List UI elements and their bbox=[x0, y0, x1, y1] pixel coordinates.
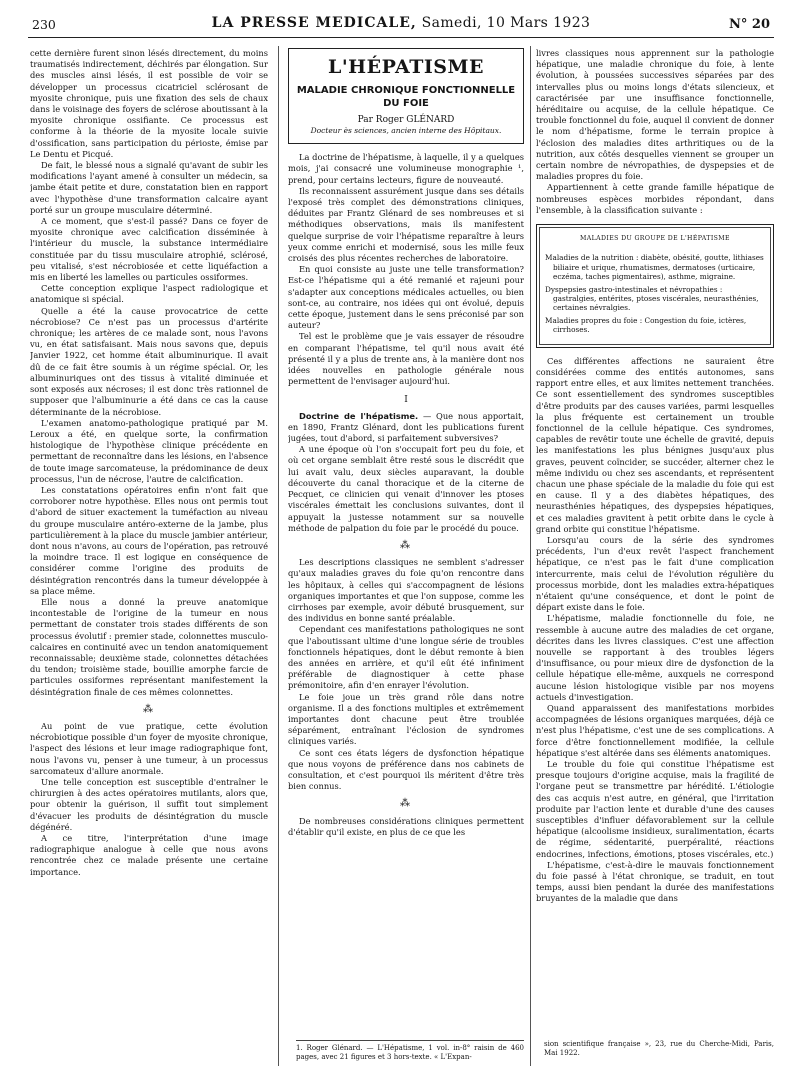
paragraph: Une telle conception est susceptible d'entraîner le chirurgien à des actes opératoires mutilants, alors que, pour obtenir la guérison, il suffit tout simplement d'évacuer les produits de désintégration du muscle dégénéré. bbox=[30, 777, 268, 832]
section-number: I bbox=[404, 395, 408, 406]
paragraph: L'hépatisme, maladie fonctionnelle du foie, ne ressemble à aucune autre des maladies de cet organe, décrites dans les livres classiques. C'est une affection nouvelle se rapportant à des troubles légers d'insuffisance, ou pour mieux dire de dysfonction de la cellule hépatique elle-même, auxquels ne correspond aucune lésion histologique visible par nos moyens actuels d'investigation. bbox=[536, 613, 774, 702]
section-separator: ⁂ bbox=[400, 798, 412, 810]
paragraph: Cette conception explique l'aspect radiologique et anatomique si spécial. bbox=[30, 283, 268, 305]
section-separator: ⁂ bbox=[400, 539, 412, 551]
paragraph: A ce titre, l'interprétation d'une image radiographique analogue à celle que nous avons rencontrée chez ce malade présente une certaine importance. bbox=[30, 833, 268, 877]
paragraph: Au point de vue pratique, cette évolution nécrobiotique possible d'un foyer de myosite chronique, l'aspect des lésions et leur image radiographique font, nous l'avons vu, penser à une tumeur, à un processus sarcomateux d'allure anormale. bbox=[30, 720, 268, 776]
paragraph: Cependant ces manifestations pathologiques ne sont que l'aboutissant ultime d'une longue série de troubles fonctionnels hépatiques, dont le début remonte à bien des années en arrière, et qu'il eût été infiniment préférable de diagnostiquer à cette phase prémonitoire, afin d'en enrayer l'évolution. bbox=[288, 624, 524, 691]
column-divider bbox=[530, 46, 531, 1066]
paragraph: Les descriptions classiques ne semblent s'adresser qu'aux maladies graves du foie qu'on rencontre dans les hôpitaux, à celles qui s'accompagnent de lésions organiques importantes et que l'on suppose, comme les cirrhoses par exemple, avoir débuté brusquement, sur des individus en bonne santé préalable. bbox=[288, 557, 524, 624]
table-row: Maladies propres du foie : Congestion du foie, ictères, cirrhoses. bbox=[545, 315, 747, 335]
footnote-continued: sion scientifique française », 23, rue du Cherche-Midi, Paris, Mai 1922. bbox=[544, 1040, 774, 1057]
section-heading: Doctrine de l'hépatisme. bbox=[299, 410, 419, 421]
paragraph: Tel est le problème que je vais essayer de résoudre en comparant l'hépatisme, tel qu'il nous avait été présenté il y a plus de trente ans, à la manière dont nos idées nouvelles en pathologie générale nous permettent de l'envisager aujourd'hui. bbox=[288, 331, 524, 387]
column-left bbox=[30, 48, 268, 1058]
page-number: 230 bbox=[32, 17, 56, 32]
journal-name: LA PRESSE MEDICALE, bbox=[211, 15, 417, 31]
column-middle bbox=[288, 48, 524, 1058]
paragraph: Le foie joue un très grand rôle dans notre organisme. Il a des fonctions multiples et extrêmement importantes dont chacune peut être troublée séparément, entraînant l'éclosion de syndromes cliniques variés. bbox=[288, 691, 524, 747]
paragraph bbox=[288, 411, 524, 445]
table-title: MALADIES DU GROUPE DE L'HÉPATISME bbox=[580, 235, 730, 243]
section-separator: ⁂ bbox=[143, 703, 155, 715]
article-title: L'HÉPATISME bbox=[328, 56, 484, 78]
paragraph: Ils reconnaissent assurément jusque dans ses détails l'exposé très complet des démonstrations cliniques, déduites par Frantz Glénard de ses nombreuses et si méthodiques observations, mais ils manifestent quelque surprise de voir l'hépatisme reparaître à leurs yeux comme enrichi et modernisé, sous les mille feux croisés des plus récentes recherches de laboratoire. bbox=[288, 185, 524, 264]
author-credentials: Docteur ès sciences, ancien interne des Hôpitaux. bbox=[310, 126, 502, 136]
paragraph: A ce moment, que s'est-il passé? Dans ce foyer de myosite chronique avec calcification disséminée à l'intérieur du muscle, la substance intermédiaire constituée par du tissu musculaire atrophié, sclérosé, peu vitalisé, s'est nécrobiosée et cette liquéfaction a mis en liberté les lamelles ou particules ossiformes. bbox=[30, 216, 268, 283]
article-subtitle: MALADIE CHRONIQUE FONCTIONNELLE DU FOIE bbox=[296, 85, 516, 109]
column-divider bbox=[278, 46, 279, 1066]
paragraph: A une époque où l'on s'occupait fort peu du foie, et où cet organe semblait être resté sous le discrédit que lui avait valu, deux siècles auparavant, la double découverte du canal thoracique et de la citerne de Pecquet, ce clinicien qui venait d'innover les ptoses viscérales émettait les conclusions suivantes, dont il appuyait la justesse notamment sur sa nouvelle méthode de palpation du foie par le procédé du pouce. bbox=[288, 444, 524, 533]
issue-date: Samedi, 10 Mars 1923 bbox=[421, 15, 591, 31]
paragraph: Appartiennent à cette grande famille hépatique de nombreuses espèces morbides répondant, dans l'ensemble, à la classification suivante : bbox=[536, 182, 774, 215]
paragraph: Les constatations opératoires enfin n'ont fait que corroborer notre hypothèse. Elles nous ont permis tout d'abord de situer exactement la tuméfaction au niveau du groupe musculaire antéro-externe de la jambe, plus particulièrement à la place du muscle jambier antérieur, dont nous n'avons, au cours de l'opération, pas retrouvé la moindre trace. Il est logique en conséquence de considérer comme l'origine des produits de désintégration rencontrés dans la tumeur développée à sa place même. bbox=[30, 484, 268, 596]
table-row: Dyspepsies gastro-intestinales et névropathies : gastralgies, entérites, ptoses viscérales, neurasthénies, certaines névralgies. bbox=[545, 284, 759, 313]
article-heading-box bbox=[288, 48, 524, 144]
paragraph: De nombreuses considérations cliniques permettent d'établir qu'il existe, en plus de ce que les bbox=[288, 815, 524, 837]
paragraph: Lorsqu'au cours de la série des syndromes précédents, l'un d'eux revêt l'aspect franchement hépatique, ce n'est pas le fait d'une complication intercurrente, mais celui de l'évolution régulière du processus morbide, dont les maladies extra-hépatiques n'étaient qu'une conséquence, et dont le point de départ existe dans le foie. bbox=[536, 534, 774, 613]
paragraph: Ces différentes affections ne sauraient être considérées comme des entités autonomes, sans rapport entre elles, et aux limites nettement tranchées. Ce sont essentiellement des syndromes susceptibles d'être produits par des causes variées, parmi lesquelles la plus fréquente est certainement un trouble fonctionnel de la cellule hépatique. Ces syndromes, capables de revêtir toute une échelle de gravité, depuis les manifestations les plus bénignes jusqu'aux plus graves, peuvent coïncider, se succéder, alterner chez le même individu ou chez ses ascendants, et représentent chacun une phase spéciale de la maladie du foie qui est en cause. Il y a des diabètes hépatiques, des neurasthénies hépatiques, des dyspepsies hépatiques, et ces maladies gravitent à petit orbite dans le cycle à grand orbite qui constitue l'hépatisme. bbox=[536, 355, 774, 534]
article-author: Par Roger GLÉNARD bbox=[357, 115, 455, 125]
paragraph: livres classiques nous apprennent sur la pathologie hépatique, une maladie chronique du foie, à lente évolution, à poussées successives séparées par des intervalles plus ou moins longs d'états silencieux, et caractérisée par une insuffisance fonctionnelle, héréditaire ou acquise, de la cellule hépatique. Ce trouble fonctionnel du foie, auquel il convient de donner le nom d'hépatisme, forme le terrain propice à l'éclosion des maladies dites arthritiques ou de la nutrition, aux côtés desquelles viennent se grouper un certain nombre de névropathies, de dyspepsies et de maladies propres du foie. bbox=[536, 48, 774, 182]
footnote: 1. Roger Glénard. — L'Hépatisme, 1 vol. in-8° raisin de 460 pages, avec 21 figures et 3 hors-texte. « L'Expan- bbox=[296, 1040, 524, 1062]
paragraph: La doctrine de l'hépatisme, à laquelle, il y a quelques mois, j'ai consacré une volumineuse monographie ¹, prend, pour certains lecteurs, figure de nouveauté. bbox=[288, 152, 524, 185]
paragraph: Ce sont ces états légers de dysfonction hépatique que nous voyons de préférence dans nos cabinets de consultation, et c'est pourquoi ils méritent d'être très bien connus. bbox=[288, 747, 524, 792]
paragraph: En quoi consiste au juste une telle transformation? Est-ce l'hépatisme qui a été remanié et rajeuni pour s'adapter aux conceptions médicales actuelles, ou bien sont-ce, au contraire, nos idées qui ont évolué, depuis cette époque, justement dans le sens préconisé par son auteur? bbox=[288, 264, 524, 331]
column-right bbox=[536, 48, 774, 1058]
paragraph: cette dernière furent sinon lésés directement, du moins traumatisés indirectement, déchirés par élongation. Sur des muscles ainsi lésés, il est possible de voir se développer un processus cicatriciel sclérosant de myosite chronique, puis une fixation des sels de chaux dans le voisinage des foyers de sclérose aboutissant à la myosite chronique ossifiante. Ce processus est conforme à la théorie de la myosite locale suivie d'ossification, sans participation du périoste, émise par Le Dentu et Picqué. bbox=[30, 48, 268, 159]
paragraph: L'examen anatomo-pathologique pratiqué par M. Leroux a été, en quelque sorte, la confirmation histologique de l'hypothèse clinique précédente en permettant de reconnaître dans les lésions, en l'absence de toute image sarcomateuse, la prédominance de deux processus, l'un de nécrose, l'autre de calcification. bbox=[30, 417, 268, 484]
paragraph: Quelle a été la cause provocatrice de cette nécrobiose? Ce n'est pas un processus d'artérite chronique; les artères de ce malade sont, nous l'avons vu, en état satisfaisant. Mais nous savons que, depuis Janvier 1922, cet homme était albuminurique. Il avait dû de ce fait être soumis à un régime spécial. Or, les albuminuriques ont des tissus à vitalité diminuée et sont exposés aux nécroses; il est donc très rationnel de supposer que l'albuminurie a été dans ce cas la cause déterminante de la nécrobiose. bbox=[30, 305, 268, 417]
table-row: Maladies de la nutrition : diabète, obésité, goutte, lithiases biliaire et urique, rhumatismes, dermatoses (urticaire, eczéma, taches pigmentaires), asthme, migraine. bbox=[545, 253, 764, 282]
page-header bbox=[28, 15, 774, 38]
issue-number: N° 20 bbox=[729, 17, 770, 32]
classification-table-inner bbox=[539, 227, 771, 345]
journal-title bbox=[28, 15, 774, 31]
paragraph: De fait, le blessé nous a signalé qu'avant de subir les modifications l'ayant amené à consulter un médecin, sa jambe était petite et dure, constatation bien en rapport avec l'hypothèse d'une transformation calcaire ayant porté sur un groupe musculaire déterminé. bbox=[30, 160, 268, 215]
paragraph: L'hépatisme, c'est-à-dire le mauvais fonctionnement du foie passé à l'état chronique, se traduit, en tout temps, aussi bien pendant la durée des manifestations bruyantes de la maladie que dans bbox=[536, 859, 774, 904]
paragraph-text: — Que nous apportait, en 1890, Frantz Glénard, dont les publications furent jugées, tout d'abord, si parfaitement subversives? bbox=[288, 410, 524, 444]
paragraph: Elle nous a donné la preuve anatomique incontestable de l'origine de la tumeur en nous permettant de constater trois stades différents de son processus évolutif : premier stade, colonnettes musculo-calcaires en continuité avec un tendon anatomiquement reconnaissable; deuxième stade, colonnettes détachées du tendon; troisième stade, bouillie amorphe farcie de particules ossiformes représentant manifestement la désintégration finale de ces mêmes colonnettes. bbox=[30, 596, 268, 697]
paragraph: Quand apparaissent des manifestations morbides accompagnées de lésions organiques marquées, déjà ce n'est plus l'hépatisme, c'est une de ses complications. A force d'être fonctionnellement modifiée, la cellule hépatique s'est altérée dans ses éléments anatomiques. bbox=[536, 703, 774, 758]
classification-table bbox=[536, 224, 774, 348]
paragraph: Le trouble du foie qui constitue l'hépatisme est presque toujours d'origine acquise, mais la fragilité de l'organe peut se transmettre par hérédité. L'étiologie des cas acquis n'est autre, en général, que l'irritation produite par l'action lente et durable d'une des causes susceptibles d'influer défavorablement sur la cellule hépatique (alcoolisme insidieux, suralimentation, écarts de régime, sédentarité, puerpéralité, réactions endocrines, infections, émotions, ptoses viscérales, etc.) bbox=[536, 759, 774, 859]
